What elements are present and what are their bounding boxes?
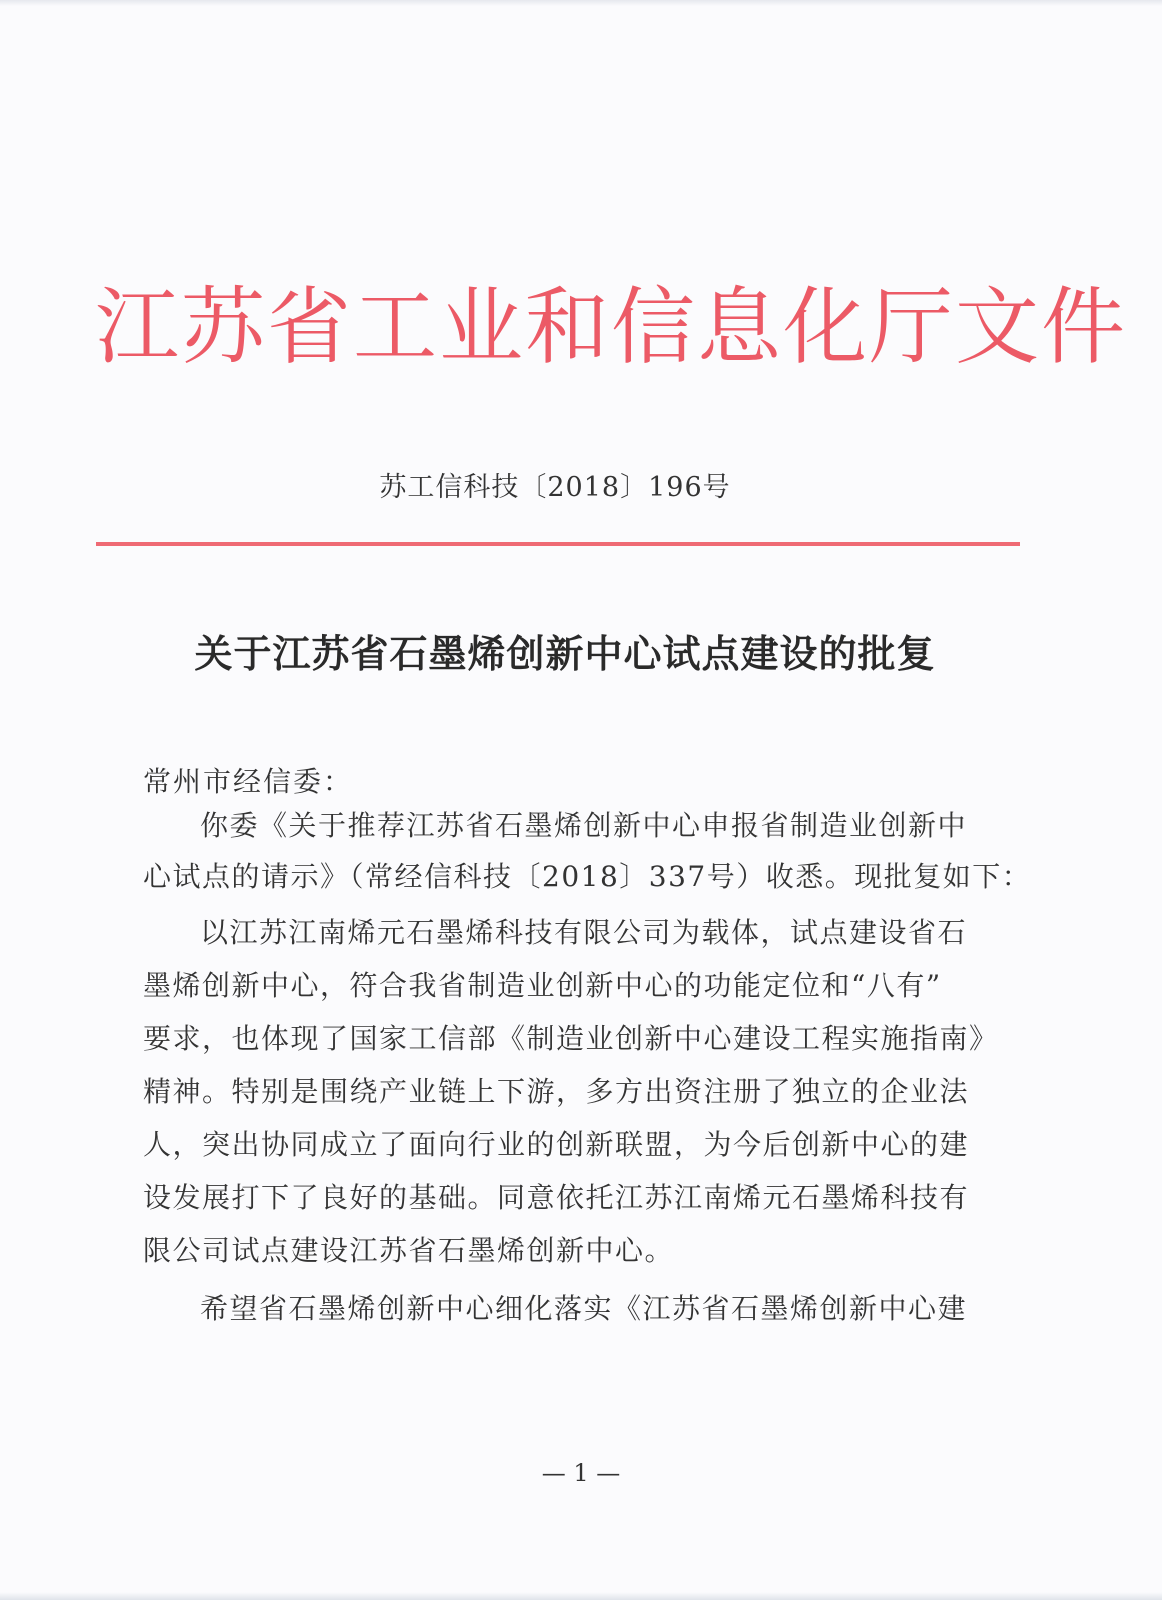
body-line: 墨烯创新中心，符合我省制造业创新中心的功能定位和“八有”	[143, 969, 942, 1002]
scan-edge-top	[0, 0, 1162, 6]
body-line: 精神。特别是围绕产业链上下游，多方出资注册了独立的企业法	[143, 1075, 970, 1108]
body-line: 要求，也体现了国家工信部《制造业创新中心建设工程实施指南》	[143, 1022, 999, 1055]
addressee: 常州市经信委：	[143, 765, 354, 798]
scan-edge-bottom	[0, 1592, 1162, 1600]
body-line: 以江苏江南烯元石墨烯科技有限公司为载体，试点建设省石	[200, 916, 968, 949]
document-subject: 关于江苏省石墨烯创新中心试点建设的批复	[194, 632, 936, 676]
body-line: 设发展打下了良好的基础。同意依托江苏江南烯元石墨烯科技有	[143, 1181, 970, 1214]
red-divider-rule	[96, 542, 1020, 546]
body-line: 心试点的请示》（常经信科技〔2018〕337号）收悉。现批复如下：	[143, 860, 1032, 893]
body-line: 限公司试点建设江苏省石墨烯创新中心。	[143, 1234, 675, 1267]
body-line: 人，突出协同成立了面向行业的创新联盟，为今后创新中心的建	[143, 1128, 970, 1161]
body-line: 希望省石墨烯创新中心细化落实《江苏省石墨烯创新中心建	[200, 1292, 968, 1325]
issuer-header: 江苏省工业和信息化厅文件	[95, 278, 1128, 376]
document-number: 苏工信科技〔2018〕196号	[379, 472, 731, 503]
page-number: — 1 —	[541, 1459, 621, 1487]
body-line: 你委《关于推荐江苏省石墨烯创新中心申报省制造业创新中	[200, 809, 968, 842]
